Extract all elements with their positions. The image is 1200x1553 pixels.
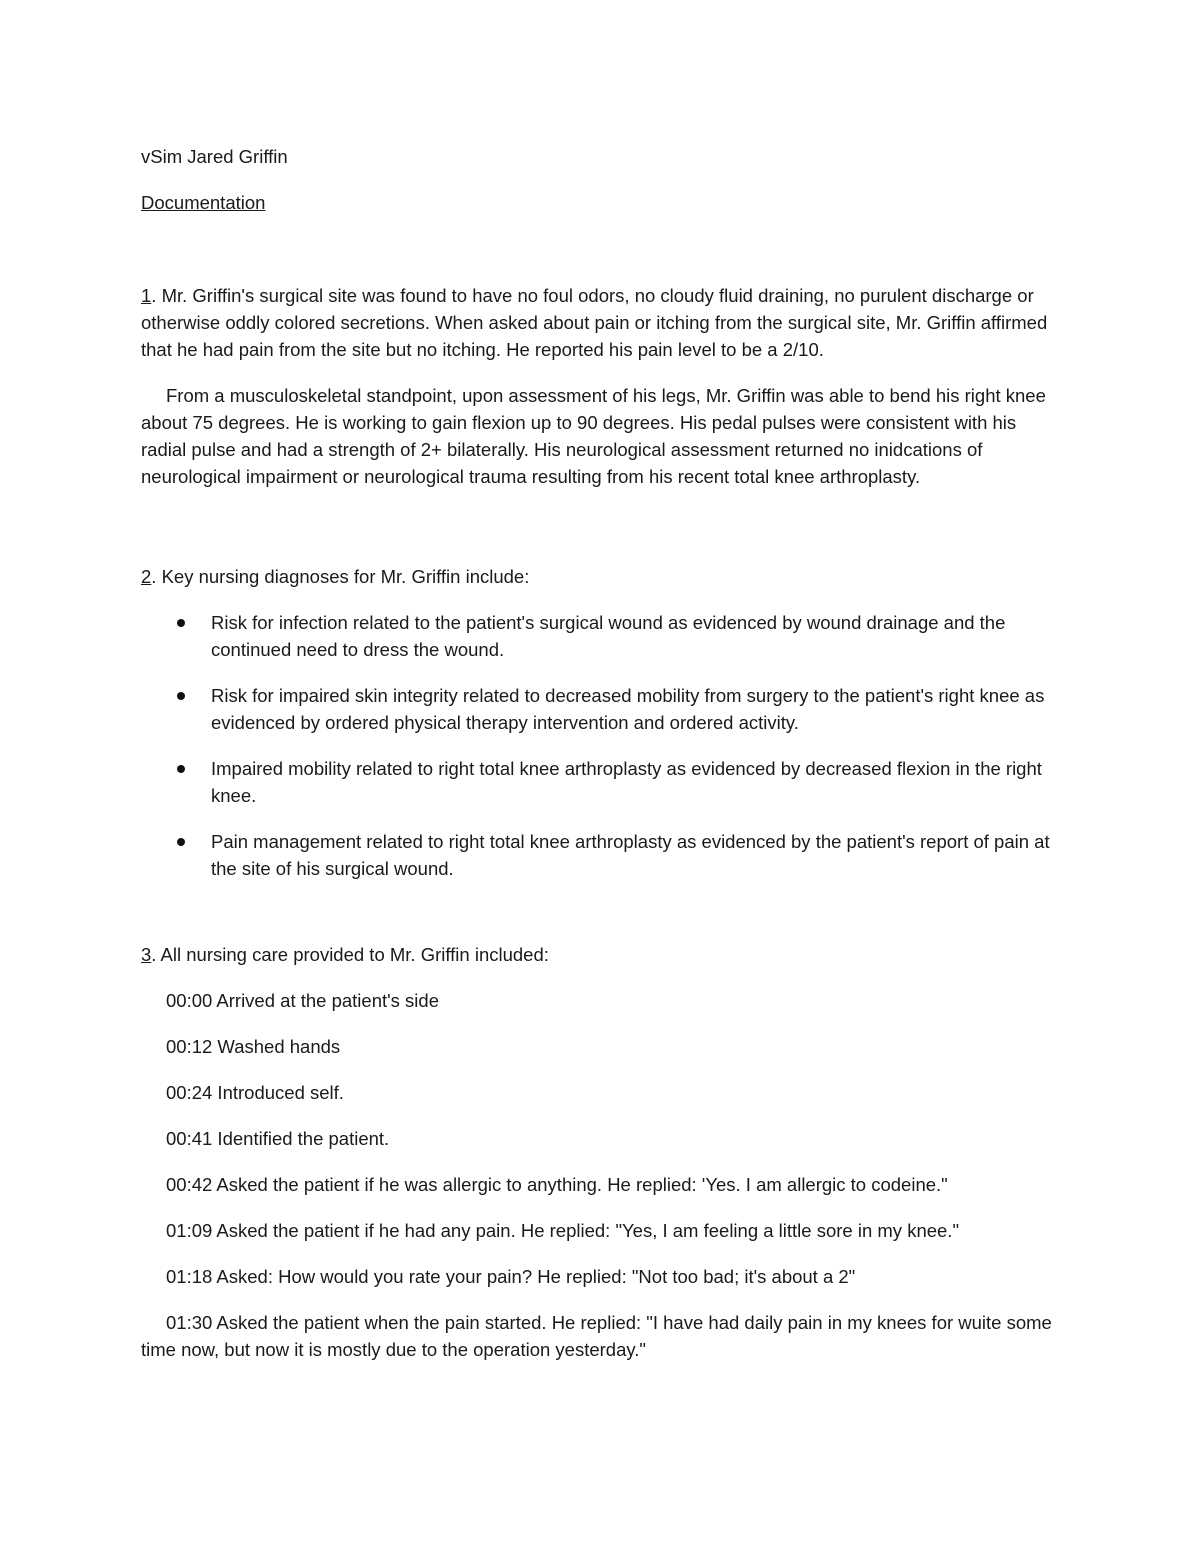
section-2-number: 2 [141, 566, 152, 587]
bullet-icon [177, 765, 185, 773]
care-log-entry: 00:12 Washed hands [166, 1036, 341, 1057]
diagnosis-text: Pain management related to right total knee arthroplasty as evidenced by the patient's report of pain at the site of his surgical wound. [211, 831, 1050, 879]
care-log-entry: 01:18 Asked: How would you rate your pain? He replied: "Not too bad; it's about a 2" [166, 1266, 856, 1287]
document-heading: Documentation [141, 192, 266, 213]
bullet-icon [177, 692, 185, 700]
diagnosis-item [141, 609, 1061, 663]
care-log-entry: 00:24 Introduced self. [166, 1082, 344, 1103]
section-3-number: 3 [141, 944, 152, 965]
care-log-entry: 01:30 Asked the patient when the pain started. He replied: "I have had daily pain in my knees for wuite some time now, but now it is mostly due to the operation yesterday." [141, 1312, 1052, 1360]
care-log-entry: 00:42 Asked the patient if he was allergic to anything. He replied: 'Yes. I am allergic to codeine." [166, 1174, 948, 1195]
diagnosis-text: Risk for impaired skin integrity related to decreased mobility from surgery to the patient's right knee as evidenced by ordered physical therapy intervention and ordered activity. [211, 685, 1045, 733]
diagnosis-text: Risk for infection related to the patient's surgical wound as evidenced by wound drainage and the continued need to dress the wound. [211, 612, 1006, 660]
diagnosis-list [141, 609, 1061, 882]
spacer [141, 509, 1061, 563]
spacer [141, 901, 1061, 941]
bullet-icon [177, 838, 185, 846]
section-2-intro [141, 563, 1061, 590]
section-1-paragraph-2: From a musculoskeletal standpoint, upon assessment of his legs, Mr. Griffin was able to bend his right knee about 75 degrees. He is working to gain flexion up to 90 degrees. His pedal pulses were consistent with his radial pulse and had a strength of 2+ bilaterally. His neurological assessment returned no inidcations of neurological impairment or neurological trauma resulting from his recent total knee arthroplasty. [141, 385, 1046, 487]
section-1-text: . Mr. Griffin's surgical site was found to have no foul odors, no cloudy fluid draining, no purulent discharge or otherwise oddly colored secretions. When asked about pain or itching from the surgical site, Mr. Griffin affirmed that he had pain from the site but no itching. He reported his pain level to be a 2/10. [141, 285, 1048, 360]
section-2-intro-text: . Key nursing diagnoses for Mr. Griffin include: [151, 566, 530, 587]
document-page [141, 143, 1061, 1382]
diagnosis-text: Impaired mobility related to right total knee arthroplasty as evidenced by decreased flexion in the right knee. [211, 758, 1042, 806]
section-3-intro [141, 941, 1061, 968]
care-log-list [141, 987, 1061, 1363]
document-title: vSim Jared Griffin [141, 146, 288, 167]
diagnosis-item [141, 828, 1061, 882]
diagnosis-item [141, 755, 1061, 809]
diagnosis-item [141, 682, 1061, 736]
care-log-entry: 00:41 Identified the patient. [166, 1128, 390, 1149]
care-log-entry: 01:09 Asked the patient if he had any pain. He replied: "Yes, I am feeling a little sore in my knee." [166, 1220, 960, 1241]
care-log-entry: 00:00 Arrived at the patient's side [166, 990, 439, 1011]
section-1-number: 1 [141, 285, 152, 306]
bullet-icon [177, 619, 185, 627]
section-1-paragraph [141, 282, 1061, 363]
section-3-intro-text: . All nursing care provided to Mr. Griffin included: [151, 944, 549, 965]
